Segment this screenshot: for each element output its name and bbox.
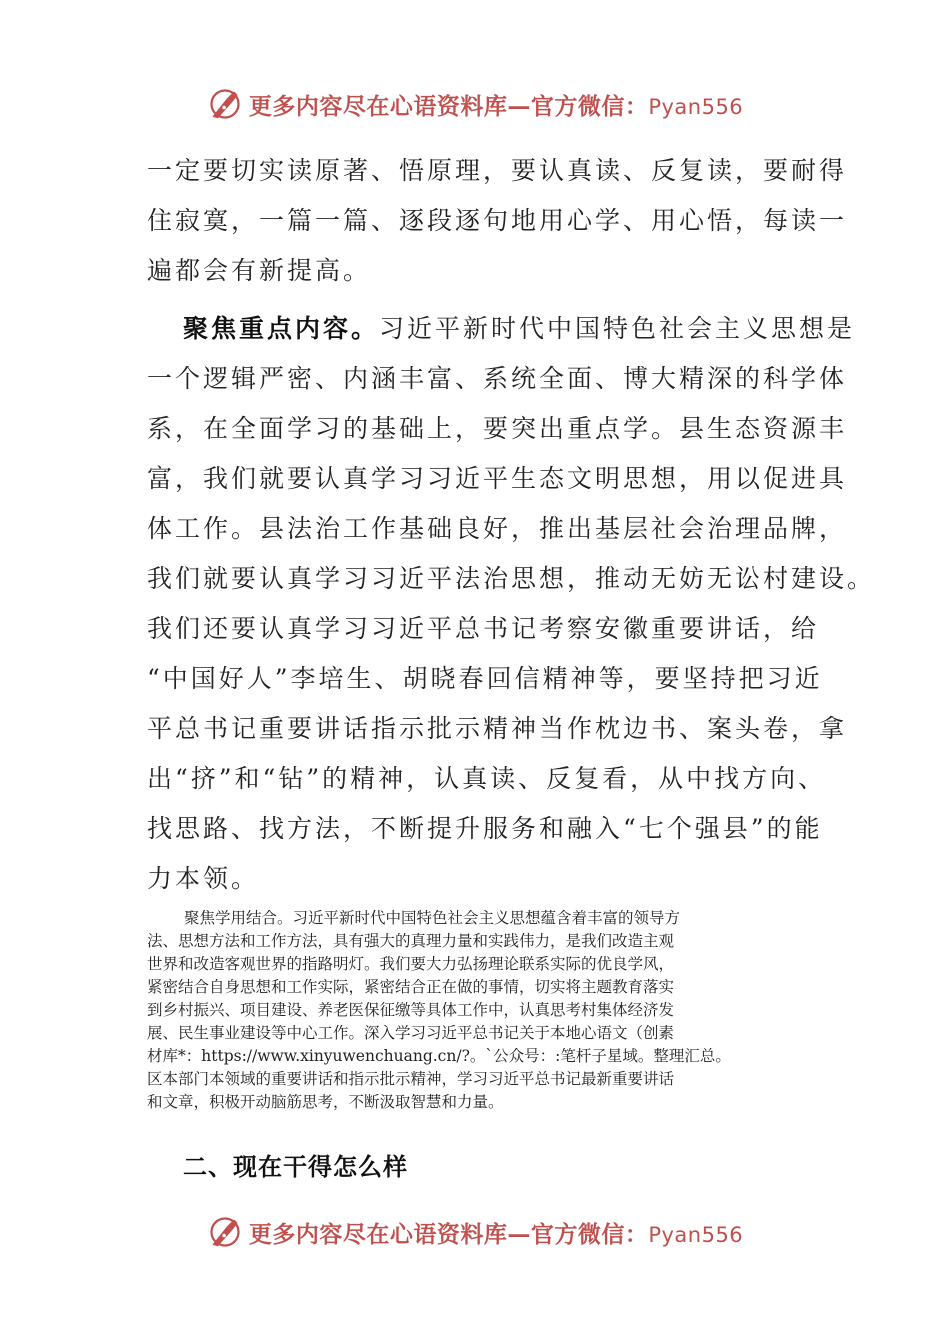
- text-line: 到乡村振兴、项目建设、养老医保征缴等具体工作中，认真思考村集体经济发: [147, 1001, 675, 1019]
- section-heading: 二、现在干得怎么样: [183, 1152, 408, 1181]
- text-line: 找思路、找方法，不断提升服务和融入“七个强县”的能: [147, 814, 823, 843]
- text-line: 和文章，积极开动脑筋思考，不断汲取智慧和力量。: [147, 1093, 504, 1111]
- pen-nib-logo-icon: [207, 86, 243, 122]
- text-line: 我们就要认真学习习近平法治思想，推动无妨无讼村建设。: [147, 564, 876, 593]
- text-line: 系，在全面学习的基础上，要突出重点学。县生态资源丰: [147, 414, 848, 443]
- text-line: 体工作。县法治工作基础良好，推出基层社会治理品牌，: [147, 514, 848, 543]
- paragraph-study-application: [147, 907, 807, 1114]
- wechat-id: Pyan556: [648, 1222, 744, 1247]
- text-line: 力本领。: [147, 864, 260, 893]
- wechat-id: Pyan556: [648, 94, 744, 119]
- text-line: 出“挤”和“钻”的精神，认真读、反复看，从中找方向、: [147, 764, 827, 793]
- text-line: 区本部门本领域的重要讲话和指示批示精神，学习习近平总书记最新重要讲话: [147, 1070, 675, 1088]
- text-line: 一定要切实读原著、悟原理，要认真读、反复读，要耐得: [147, 156, 848, 185]
- text-line: 紧密结合自身思想和工作实际，紧密结合正在做的事情，切实将主题教育落实: [147, 978, 675, 996]
- text-line: 展、民生事业建设等中心工作。深入学习习近平总书记关于本地心语文（创素: [147, 1024, 675, 1042]
- text-line: 遍都会有新提高。: [147, 256, 372, 285]
- paragraph-continuation: [147, 146, 848, 296]
- text-line: 世界和改造客观世界的指路明灯。我们要大力弘扬理论联系实际的优良学风，: [147, 955, 675, 973]
- text-line: 平总书记重要讲话指示批示精神当作枕边书、案头卷，拿: [147, 714, 848, 743]
- text-line: 住寂寞，一篇一篇、逐段逐句地用心学、用心悟，每读一: [147, 206, 848, 235]
- footer-banner: [0, 1212, 950, 1252]
- text-line: 我们还要认真学习习近平总书记考察安徽重要讲话，给: [147, 614, 820, 643]
- header-banner: [0, 84, 950, 124]
- text-line: 聚焦重点内容。习近平新时代中国特色社会主义思想是: [183, 314, 856, 343]
- paragraph-focus-key-content: [147, 304, 876, 904]
- text-line: 法、思想方法和工作方法，具有强大的真理力量和实践伟力，是我们改造主观: [147, 932, 675, 950]
- text-line: 聚焦学用结合。习近平新时代中国特色社会主义思想蕴含着丰富的领导方: [184, 909, 681, 927]
- text-line: 材库*：https://www.xinyuwenchuang.cn/?。`公众号：:笔杆子星域。整理汇总。: [147, 1047, 731, 1065]
- paragraph-lead: 聚焦重点内容。: [183, 314, 380, 343]
- text-line: 富，我们就要认真学习习近平生态文明思想，用以促进具: [147, 464, 848, 493]
- text-line: 一个逻辑严密、内涵丰富、系统全面、博大精深的科学体: [147, 364, 848, 393]
- banner-text: 更多内容尽在心语资料库—官方微信：Pyan556: [248, 1220, 744, 1248]
- text-line: “中国好人”李培生、胡晓春回信精神等，要坚持把习近: [147, 664, 823, 693]
- banner-text: 更多内容尽在心语资料库—官方微信：Pyan556: [248, 92, 744, 120]
- pen-nib-logo-icon: [207, 1214, 243, 1250]
